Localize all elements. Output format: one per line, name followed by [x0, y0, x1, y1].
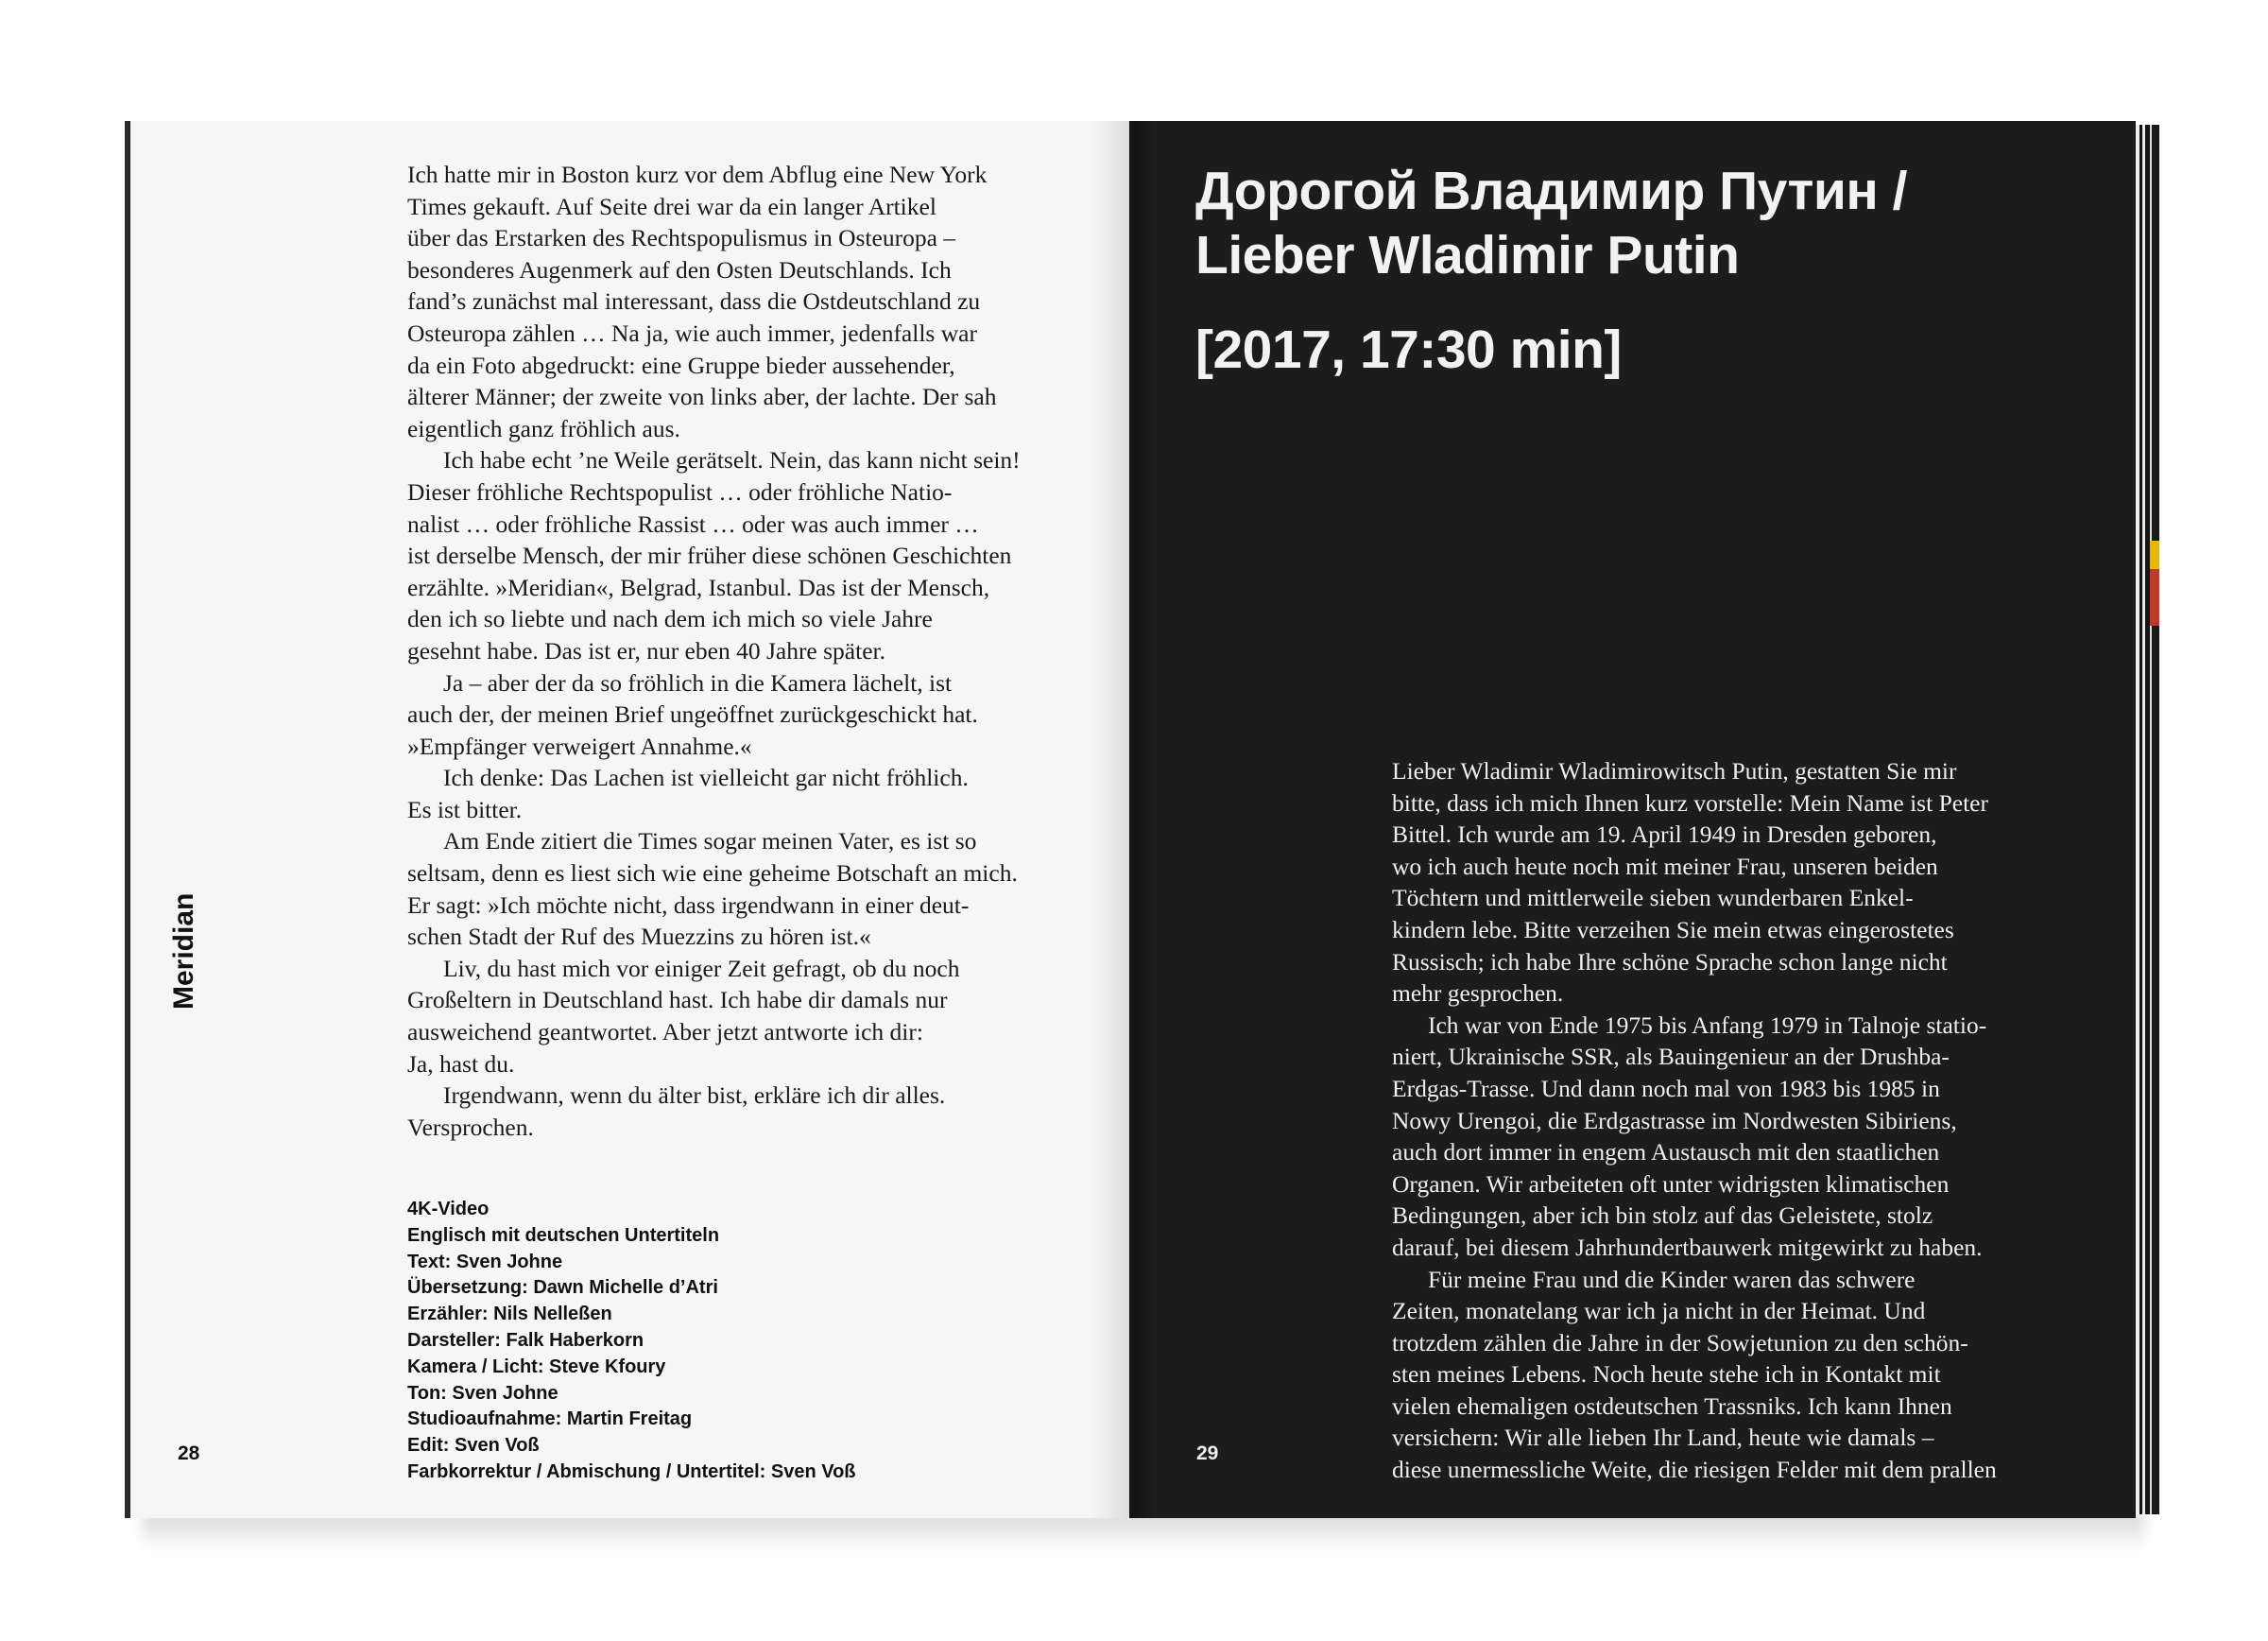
left_page-line: Ich denke: Das Lachen ist vielleicht gar nicht fröhlich.	[443, 764, 969, 792]
left_page-line: Osteuropa zählen … Na ja, wie auch immer, jedenfalls war	[407, 319, 977, 347]
left_page-line: eigentlich ganz fröhlich aus.	[407, 414, 680, 442]
credit-line: 4K-Video	[407, 1199, 490, 1219]
left_page-line: Ja – aber der da so fröhlich in die Kamera lächelt, ist	[443, 668, 953, 697]
right-page	[1129, 121, 2136, 1518]
left_page-line: fand’s zunächst mal interessant, dass die Ostdeutschland zu	[407, 287, 981, 316]
right_page-line: sten meines Lebens. Noch heute stehe ich in Kontakt mit	[1392, 1360, 1941, 1389]
credit-line: Edit: Sven Voß	[407, 1435, 540, 1457]
page-number-left: 28	[178, 1442, 200, 1464]
right_page-line: mehr gesprochen.	[1392, 979, 1564, 1008]
right_page-line: niert, Ukrainische SSR, als Bauingenieur an der Drushba-	[1392, 1043, 1950, 1071]
credits-block	[407, 1197, 1107, 1486]
left_page-line: Dieser fröhliche Rechtspopulist … oder fröhliche Natio-	[407, 477, 953, 506]
page-number-right: 29	[1196, 1442, 1219, 1464]
right_page-line: Bedingungen, aber ich bin stolz auf das Geleistete, stolz	[1392, 1201, 1933, 1230]
left_page-line: ausweichend geantwortet. Aber jetzt antworte ich dir:	[407, 1018, 923, 1046]
right_page-line: wo ich auch heute noch mit meiner Frau, unseren beiden	[1392, 852, 1938, 880]
left_page-line: erzählte. »Meridian«, Belgrad, Istanbul. Das ist der Mensch,	[407, 573, 990, 601]
left_page-line: Irgendwann, wenn du älter bist, erkläre ich dir alles.	[443, 1081, 946, 1110]
right_page-line: Erdgas-Trasse. Und dann noch mal von 1983 bis 1985 in	[1392, 1074, 1940, 1102]
right_page-line: auch dort immer in engem Austausch mit den staatlichen	[1392, 1138, 1940, 1166]
left_page-line: älterer Männer; der zweite von links aber, der lachte. Der sah	[407, 383, 997, 411]
right_page-line: Nowy Urengoi, die Erdgastrasse im Nordwesten Sibiriens,	[1392, 1106, 1957, 1134]
left_page-line: Ich habe echt ’ne Weile gerätselt. Nein, das kann nicht sein!	[443, 446, 1021, 475]
credit-line: Text: Sven Johne	[407, 1251, 563, 1272]
right-body-text	[1392, 755, 2110, 1486]
credit-line: Übersetzung: Dawn Michelle d’Atri	[407, 1277, 718, 1299]
left_page-line: Er sagt: »Ich möchte nicht, dass irgendwann in einer deut-	[407, 890, 970, 919]
chapter-duration: [2017, 17:30 min]	[1195, 320, 1622, 380]
credit-line: Kamera / Licht: Steve Kfoury	[407, 1356, 666, 1377]
book-spread	[125, 121, 2147, 1518]
gutter-shade-right	[1129, 121, 1158, 1518]
left_page-line: da ein Foto abgedruckt: eine Gruppe bieder aussehender,	[407, 351, 955, 379]
left_page-line: Es ist bitter.	[407, 795, 523, 823]
right_page-line: Für meine Frau und die Kinder waren das schwere	[1428, 1265, 1916, 1293]
right_page-line: diese unermessliche Weite, die riesigen Felder mit dem prallen	[1392, 1456, 1997, 1484]
side-title: Meridian	[168, 892, 199, 1010]
left_page-line: den ich so liebte und nach dem ich mich so viele Jahre	[407, 605, 933, 633]
left-body-text	[407, 159, 1107, 1143]
left_page-line: gesehnt habe. Das ist er, nur eben 40 Jahre später.	[407, 636, 885, 665]
left_page-line: Times gekauft. Auf Seite drei war da ein langer Artikel	[407, 192, 936, 220]
right_page-line: Lieber Wladimir Wladimirowitsch Putin, gestatten Sie mir	[1392, 757, 1957, 785]
left_page-line: »Empfänger verweigert Annahme.«	[407, 732, 752, 760]
right_page-line: Zeiten, monatelang war ich ja nicht in der Heimat. Und	[1392, 1297, 1926, 1325]
page-edges	[2136, 125, 2164, 1514]
left_page-line: Am Ende zitiert die Times sogar meinen Vater, es ist so	[443, 827, 977, 855]
right_page-line: Russisch; ich habe Ihre schöne Sprache schon lange nicht	[1392, 947, 1948, 976]
credit-line: Studioaufnahme: Martin Freitag	[407, 1408, 693, 1430]
left_page-line: besonderes Augenmerk auf den Osten Deutschlands. Ich	[407, 255, 952, 284]
left_page-line: ist derselbe Mensch, der mir früher diese schönen Geschichten	[407, 542, 1012, 570]
chapter-title	[1195, 159, 1907, 287]
book-shadow	[142, 1512, 2145, 1550]
left_page-line: Großeltern in Deutschland hast. Ich habe dir damals nur	[407, 986, 948, 1014]
right_page-line: Ich war von Ende 1975 bis Anfang 1979 in Talnoje statio-	[1428, 1011, 1987, 1039]
right_page-line: vielen ehemaligen ostdeutschen Trassniks. Ich kann Ihnen	[1392, 1391, 1952, 1420]
right_page-line: darauf, bei diesem Jahrhundertbauwerk mitgewirkt zu haben.	[1392, 1233, 1983, 1261]
right_page-line: Töchtern und mittlerweile sieben wunderbaren Enkel-	[1392, 884, 1914, 912]
right_page-line: versichern: Wir alle lieben Ihr Land, heute wie damals –	[1392, 1424, 1934, 1452]
left_page-line: Ja, hast du.	[407, 1049, 515, 1078]
left-page	[125, 121, 1129, 1518]
edge-accent-yellow	[2150, 541, 2159, 569]
left_page-line: nalist … oder fröhliche Rassist … oder was auch immer …	[407, 510, 979, 538]
credit-line: Englisch mit deutschen Untertiteln	[407, 1224, 720, 1246]
credit-line: Farbkorrektur / Abmischung / Untertitel: Sven Voß	[407, 1460, 856, 1482]
right_page-line: kindern lebe. Bitte verzeihen Sie mein etwas eingerostetes	[1392, 915, 1954, 943]
left_page-line: Versprochen.	[407, 1113, 534, 1141]
left_page-line: auch der, der meinen Brief ungeöffnet zurückgeschickt hat.	[407, 700, 978, 729]
right_page-line: bitte, dass ich mich Ihnen kurz vorstelle: Mein Name ist Peter	[1392, 788, 1988, 817]
left_page-line: schen Stadt der Ruf des Muezzins zu hören ist.«	[407, 923, 871, 951]
credit-line: Ton: Sven Johne	[407, 1382, 558, 1404]
right_page-line: Organen. Wir arbeiteten oft unter widrigsten klimatischen	[1392, 1169, 1950, 1198]
right_page-line: Bittel. Ich wurde am 19. April 1949 in Dresden geboren,	[1392, 820, 1937, 849]
chapter-title-line: Дорогой Владимир Путин /	[1195, 161, 1908, 221]
credit-line: Erzähler: Nils Nelleßen	[407, 1304, 612, 1325]
left_page-line: über das Erstarken des Rechtspopulismus in Osteuropa –	[407, 224, 956, 252]
chapter-title-line: Lieber Wladimir Putin	[1195, 225, 1740, 285]
left_page-line: Liv, du hast mich vor einiger Zeit gefragt, ob du noch	[443, 954, 960, 982]
edge-accent-red	[2150, 569, 2159, 626]
left_page-line: Ich hatte mir in Boston kurz vor dem Abflug eine New York	[407, 161, 988, 188]
credit-line: Darsteller: Falk Haberkorn	[407, 1329, 644, 1351]
left_page-line: seltsam, denn es liest sich wie eine geheime Botschaft an mich.	[407, 859, 1018, 888]
right_page-line: trotzdem zählen die Jahre in der Sowjetunion zu den schön-	[1392, 1328, 1968, 1356]
